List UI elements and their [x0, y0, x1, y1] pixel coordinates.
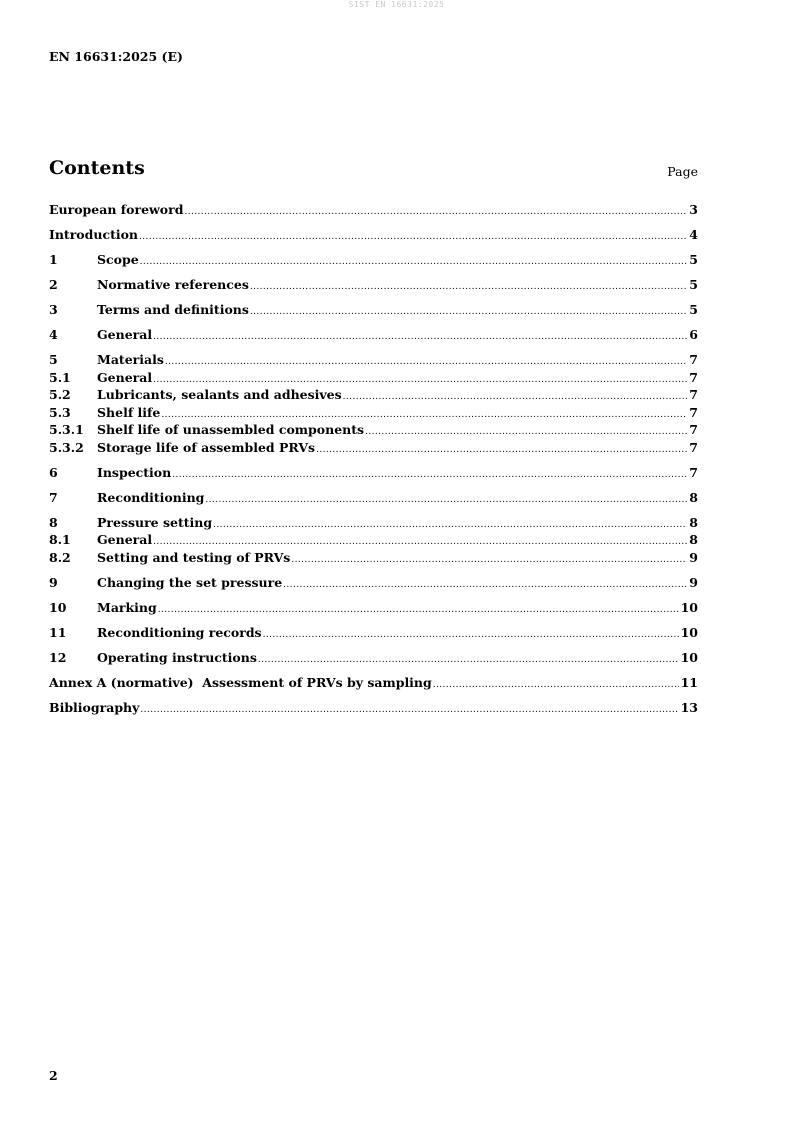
toc-entry[interactable] [49, 599, 698, 617]
toc-entry-page: 7 [689, 439, 698, 455]
toc-entry[interactable] [49, 404, 698, 422]
toc-entry-title: Pressure setting [97, 514, 213, 530]
toc-entry-page: 9 [689, 549, 698, 565]
toc-leader-dots [291, 552, 687, 570]
table-of-contents [49, 201, 698, 716]
toc-entry[interactable] [49, 201, 698, 219]
toc-leader-dots [433, 677, 679, 695]
toc-entry-page: 8 [689, 489, 698, 505]
toc-entry-title: European foreword [49, 202, 184, 217]
toc-entry-title: Setting and testing of PRVs [97, 549, 291, 565]
toc-leader-dots [140, 254, 688, 272]
toc-entry-page: 7 [689, 369, 698, 385]
toc-entry-page: 11 [680, 674, 698, 690]
toc-entry[interactable] [49, 351, 698, 369]
toc-entry-title: General [97, 532, 153, 547]
toc-leader-dots [316, 442, 687, 460]
toc-entry[interactable] [49, 421, 698, 439]
toc-entry-page: 10 [680, 624, 698, 640]
toc-entry-page: 7 [689, 422, 698, 437]
toc-entry-page: 8 [689, 514, 698, 530]
page-number: 2 [49, 1068, 58, 1083]
toc-entry-number: 5.2 [49, 387, 71, 402]
toc-entry-page: 7 [689, 352, 698, 367]
toc-entry-page: 8 [689, 532, 698, 547]
toc-entry[interactable] [49, 514, 698, 532]
toc-entry-number: 9 [49, 574, 58, 590]
toc-entry-title: Inspection [97, 464, 172, 480]
toc-entry[interactable] [49, 439, 698, 457]
toc-entry-title: General [97, 369, 153, 385]
toc-entry-number: 7 [49, 489, 58, 505]
toc-entry-title: Shelf life of unassembled components [97, 422, 365, 437]
toc-entry-number: 2 [49, 277, 58, 292]
toc-entry-number: 10 [49, 599, 67, 615]
toc-leader-dots [263, 627, 679, 645]
toc-entry-title: Marking [97, 599, 157, 615]
toc-entry[interactable] [49, 251, 698, 269]
toc-leader-dots [139, 229, 687, 247]
toc-entry-title: Introduction [49, 227, 139, 242]
toc-leader-dots [250, 304, 687, 322]
toc-entry-number: 11 [49, 624, 67, 640]
toc-entry-page: 4 [689, 227, 698, 242]
toc-entry-page: 9 [689, 574, 698, 590]
toc-entry-number: 12 [49, 649, 67, 665]
toc-entry-page: 5 [689, 252, 698, 267]
toc-entry-title: Terms and definitions [97, 302, 249, 317]
toc-entry[interactable] [49, 674, 698, 692]
toc-entry-number: 8 [49, 514, 58, 530]
toc-entry-title: Materials [97, 352, 164, 367]
toc-entry[interactable] [49, 301, 698, 319]
toc-entry[interactable] [49, 574, 698, 592]
toc-entry-title: General [97, 327, 153, 342]
toc-entry-number: 5.3 [49, 404, 71, 420]
toc-entry-number: 6 [49, 464, 58, 480]
toc-entry-number: 1 [49, 252, 58, 267]
toc-entry-title: Changing the set pressure [97, 574, 283, 590]
toc-leader-dots [250, 279, 687, 297]
toc-entry-number: 5.3.1 [49, 422, 84, 437]
toc-entry-title: Operating instructions [97, 649, 257, 665]
toc-entry-page: 10 [680, 599, 698, 615]
toc-leader-dots [184, 204, 687, 222]
toc-leader-dots [205, 492, 687, 510]
toc-entry-number: 8.1 [49, 532, 71, 547]
toc-entry-page: 5 [689, 302, 698, 317]
toc-entry-title: Annex A (normative) Assessment of PRVs by sampling [49, 674, 432, 690]
toc-entry-page: 13 [680, 699, 698, 715]
toc-entry-page: 7 [689, 387, 698, 402]
toc-entry-page: 7 [689, 464, 698, 480]
toc-entry[interactable] [49, 226, 698, 244]
toc-entry[interactable] [49, 531, 698, 549]
toc-entry[interactable] [49, 489, 698, 507]
toc-entry-title: Bibliography [49, 699, 140, 715]
toc-leader-dots [283, 577, 687, 595]
toc-entry-title: Shelf life [97, 404, 161, 420]
toc-entry[interactable] [49, 464, 698, 482]
toc-entry-title: Reconditioning records [97, 624, 262, 640]
toc-entry[interactable] [49, 549, 698, 567]
toc-entry[interactable] [49, 369, 698, 387]
toc-entry-title: Scope [97, 252, 139, 267]
toc-entry[interactable] [49, 699, 698, 717]
toc-entry-number: 8.2 [49, 549, 71, 565]
document-id: EN 16631:2025 (E) [49, 49, 183, 64]
toc-entry-number: 5.1 [49, 369, 71, 385]
toc-entry-title: Normative references [97, 277, 249, 292]
page-column-heading: Page [667, 164, 698, 179]
toc-entry-title: Lubricants, sealants and adhesives [97, 387, 342, 402]
toc-entry[interactable] [49, 276, 698, 294]
toc-leader-dots [158, 602, 679, 620]
toc-leader-dots [140, 702, 678, 720]
toc-entry-page: 6 [689, 327, 698, 342]
toc-entry-number: 5 [49, 352, 58, 367]
contents-heading: Contents [49, 157, 145, 179]
toc-entry[interactable] [49, 649, 698, 667]
toc-entry-number: 4 [49, 327, 58, 342]
toc-entry-number: 5.3.2 [49, 439, 84, 455]
toc-leader-dots [258, 652, 679, 670]
watermark: SIST EN 16631:2025 [348, 0, 445, 9]
toc-entry-title: Storage life of assembled PRVs [97, 439, 316, 455]
toc-entry-page: 7 [689, 404, 698, 420]
toc-entry[interactable] [49, 386, 698, 404]
toc-entry-page: 3 [689, 202, 698, 217]
toc-entry-page: 5 [689, 277, 698, 292]
toc-leader-dots [172, 467, 687, 485]
toc-entry-title: Reconditioning [97, 489, 205, 505]
toc-leader-dots [153, 329, 687, 347]
toc-entry[interactable] [49, 326, 698, 344]
toc-entry[interactable] [49, 624, 698, 642]
toc-entry-number: 3 [49, 302, 58, 317]
toc-entry-page: 10 [680, 649, 698, 665]
